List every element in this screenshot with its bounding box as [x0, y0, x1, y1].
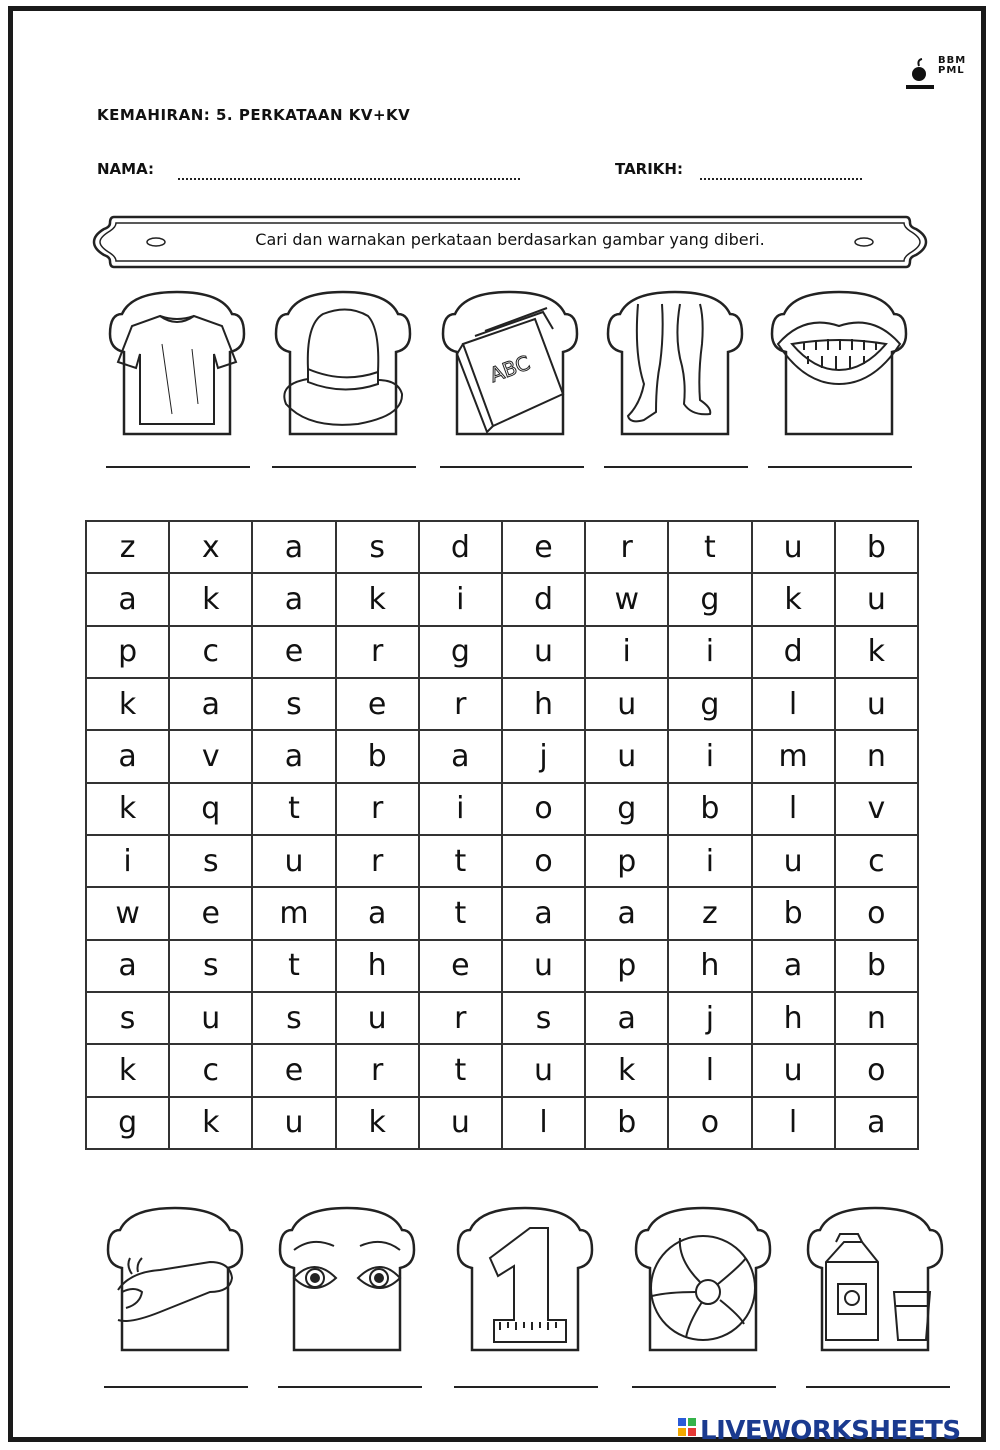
grid-cell[interactable]: u	[502, 940, 585, 992]
grid-cell[interactable]: s	[252, 678, 335, 730]
grid-cell[interactable]: a	[252, 573, 335, 625]
grid-cell[interactable]: u	[169, 992, 252, 1044]
grid-cell[interactable]: k	[835, 626, 918, 678]
grid-cell[interactable]: c	[835, 835, 918, 887]
grid-cell[interactable]: m	[752, 730, 835, 782]
answer-line[interactable]	[440, 466, 584, 468]
grid-cell[interactable]: u	[502, 626, 585, 678]
grid-cell[interactable]: o	[502, 783, 585, 835]
grid-cell[interactable]: b	[336, 730, 419, 782]
grid-cell[interactable]: b	[752, 887, 835, 939]
grid-cell[interactable]: h	[752, 992, 835, 1044]
grid-cell[interactable]: b	[668, 783, 751, 835]
grid-cell[interactable]: u	[336, 992, 419, 1044]
grid-cell[interactable]: n	[835, 992, 918, 1044]
grid-cell[interactable]: a	[585, 992, 668, 1044]
grid-cell[interactable]: k	[86, 678, 169, 730]
number-one-icon	[490, 1228, 566, 1342]
grid-row	[86, 887, 918, 939]
grid-cell[interactable]: i	[585, 626, 668, 678]
grid-row	[86, 626, 918, 678]
grid-cell[interactable]: z	[86, 521, 169, 573]
grid-cell[interactable]: u	[252, 835, 335, 887]
grid-cell[interactable]: u	[585, 730, 668, 782]
grid-cell[interactable]: o	[835, 1044, 918, 1096]
grid-cell[interactable]: x	[169, 521, 252, 573]
grid-cell[interactable]: a	[336, 887, 419, 939]
grid-cell[interactable]: u	[502, 1044, 585, 1096]
grid-cell[interactable]: a	[419, 730, 502, 782]
grid-cell[interactable]: a	[86, 573, 169, 625]
milk-icon	[826, 1234, 930, 1340]
grid-cell[interactable]: s	[169, 835, 252, 887]
ball-icon	[651, 1236, 755, 1340]
grid-cell[interactable]: n	[835, 730, 918, 782]
grid-row	[86, 992, 918, 1044]
grid-cell[interactable]: c	[169, 1044, 252, 1096]
grid-cell[interactable]: t	[419, 1044, 502, 1096]
grid-cell[interactable]: h	[502, 678, 585, 730]
grid-cell[interactable]: k	[169, 573, 252, 625]
liveworksheets-brand: LIVEWORKSHEETS	[700, 1416, 961, 1446]
grid-cell[interactable]: c	[169, 626, 252, 678]
date-label: TARIKH:	[615, 160, 683, 178]
grid-cell[interactable]: z	[668, 887, 751, 939]
name-label: NAMA:	[97, 160, 154, 178]
grid-cell[interactable]: w	[585, 573, 668, 625]
grid-cell[interactable]: o	[835, 887, 918, 939]
grid-cell[interactable]: a	[252, 730, 335, 782]
grid-cell[interactable]: a	[752, 940, 835, 992]
instruction-text: Cari dan warnakan perkataan berdasarkan gambar yang diberi.	[255, 230, 765, 249]
grid-cell[interactable]: k	[86, 783, 169, 835]
grid-cell[interactable]: q	[169, 783, 252, 835]
grid-cell[interactable]: k	[585, 1044, 668, 1096]
grid-cell[interactable]: s	[252, 992, 335, 1044]
grid-cell[interactable]: e	[419, 940, 502, 992]
grid-cell[interactable]: g	[86, 1097, 169, 1149]
grid-cell[interactable]: j	[668, 992, 751, 1044]
grid-cell[interactable]: l	[752, 678, 835, 730]
grid-cell[interactable]: i	[419, 783, 502, 835]
grid-cell[interactable]: i	[419, 573, 502, 625]
grid-cell[interactable]: a	[585, 887, 668, 939]
grid-cell[interactable]: j	[502, 730, 585, 782]
grid-cell[interactable]: u	[835, 573, 918, 625]
grid-cell[interactable]: r	[336, 1044, 419, 1096]
grid-cell[interactable]: l	[502, 1097, 585, 1149]
answer-line[interactable]	[272, 466, 416, 468]
picture-ball	[628, 1200, 778, 1360]
hat-icon	[284, 309, 402, 424]
grid-cell[interactable]: s	[502, 992, 585, 1044]
eyes-icon	[294, 1242, 400, 1288]
picture-toe	[100, 1200, 250, 1360]
grid-row	[86, 783, 918, 835]
grid-cell[interactable]: t	[252, 940, 335, 992]
grid-cell[interactable]: k	[169, 1097, 252, 1149]
grid-cell[interactable]: k	[336, 1097, 419, 1149]
grid-cell[interactable]: e	[252, 1044, 335, 1096]
grid-cell[interactable]: v	[169, 730, 252, 782]
grid-cell[interactable]: s	[169, 940, 252, 992]
grid-cell[interactable]: d	[502, 573, 585, 625]
grid-cell[interactable]: k	[336, 573, 419, 625]
grid-cell[interactable]: s	[336, 521, 419, 573]
grid-cell[interactable]: d	[419, 521, 502, 573]
grid-cell[interactable]: p	[86, 626, 169, 678]
grid-cell[interactable]: h	[668, 940, 751, 992]
grid-cell[interactable]: t	[419, 835, 502, 887]
legs-icon	[628, 304, 710, 421]
grid-cell[interactable]: p	[585, 940, 668, 992]
grid-row	[86, 521, 918, 573]
grid-cell[interactable]: g	[585, 783, 668, 835]
grid-cell[interactable]: a	[252, 521, 335, 573]
grid-cell[interactable]: h	[336, 940, 419, 992]
grid-cell[interactable]: i	[668, 730, 751, 782]
grid-cell[interactable]: e	[252, 626, 335, 678]
grid-cell[interactable]: a	[169, 678, 252, 730]
grid-cell[interactable]: o	[502, 835, 585, 887]
book-label: ABC	[486, 350, 534, 388]
grid-cell[interactable]: r	[336, 626, 419, 678]
grid-cell[interactable]: r	[419, 678, 502, 730]
answer-line[interactable]	[454, 1386, 598, 1388]
grid-cell[interactable]: i	[86, 835, 169, 887]
grid-cell[interactable]: a	[502, 887, 585, 939]
grid-cell[interactable]: r	[336, 783, 419, 835]
grid-cell[interactable]: k	[86, 1044, 169, 1096]
word-search-grid	[85, 520, 919, 1150]
grid-cell[interactable]: a	[86, 730, 169, 782]
grid-cell[interactable]: u	[419, 1097, 502, 1149]
grid-cell[interactable]: u	[835, 678, 918, 730]
shirt-icon	[118, 316, 236, 424]
answer-line[interactable]	[768, 466, 912, 468]
grid-cell[interactable]: r	[336, 835, 419, 887]
picture-teeth	[764, 284, 914, 444]
grid-cell[interactable]: u	[585, 678, 668, 730]
grid-cell[interactable]: a	[86, 940, 169, 992]
date-field[interactable]	[700, 178, 862, 180]
grid-cell[interactable]: p	[585, 835, 668, 887]
grid-cell[interactable]: k	[752, 573, 835, 625]
grid-cell[interactable]: u	[252, 1097, 335, 1149]
teeth-icon	[778, 323, 900, 384]
grid-cell[interactable]: b	[835, 940, 918, 992]
grid-cell[interactable]: u	[752, 1044, 835, 1096]
grid-cell[interactable]: e	[336, 678, 419, 730]
answer-line[interactable]	[604, 466, 748, 468]
grid-cell[interactable]: w	[86, 887, 169, 939]
grid-cell[interactable]: d	[752, 626, 835, 678]
grid-cell[interactable]: g	[668, 573, 751, 625]
grid-cell[interactable]: i	[668, 626, 751, 678]
grid-cell[interactable]: e	[502, 521, 585, 573]
grid-cell[interactable]: m	[252, 887, 335, 939]
grid-cell[interactable]: l	[752, 1097, 835, 1149]
picture-hat	[268, 284, 418, 444]
toe-icon	[118, 1258, 232, 1321]
grid-cell[interactable]: l	[668, 1044, 751, 1096]
answer-line[interactable]	[278, 1386, 422, 1388]
grid-row	[86, 940, 918, 992]
grid-cell[interactable]: r	[585, 521, 668, 573]
grid-cell[interactable]: u	[752, 835, 835, 887]
name-field[interactable]	[178, 178, 520, 180]
grid-cell[interactable]: a	[835, 1097, 918, 1149]
answer-line[interactable]	[106, 466, 250, 468]
picture-milk	[800, 1200, 950, 1360]
logo-text: BBM PML	[938, 55, 967, 76]
grid-cell[interactable]: e	[169, 887, 252, 939]
grid-cell[interactable]: l	[752, 783, 835, 835]
answer-line[interactable]	[104, 1386, 248, 1388]
picture-legs	[600, 284, 750, 444]
answer-line[interactable]	[632, 1386, 776, 1388]
grid-cell[interactable]: t	[252, 783, 335, 835]
picture-eyes	[272, 1200, 422, 1360]
grid-cell[interactable]: t	[419, 887, 502, 939]
liveworksheets-logo-icon	[676, 1416, 698, 1444]
grid-cell[interactable]: o	[668, 1097, 751, 1149]
grid-row	[86, 573, 918, 625]
grid-row	[86, 835, 918, 887]
grid-cell[interactable]: b	[585, 1097, 668, 1149]
answer-line[interactable]	[806, 1386, 950, 1388]
picture-shirt	[102, 284, 252, 444]
grid-cell[interactable]: i	[668, 835, 751, 887]
grid-row	[86, 730, 918, 782]
grid-cell[interactable]: g	[419, 626, 502, 678]
grid-cell[interactable]: r	[419, 992, 502, 1044]
grid-row	[86, 1044, 918, 1096]
grid-cell[interactable]: b	[835, 521, 918, 573]
picture-book	[435, 284, 585, 444]
picture-number-one	[450, 1200, 600, 1360]
grid-cell[interactable]: t	[668, 521, 751, 573]
skill-heading: KEMAHIRAN: 5. PERKATAAN KV+KV	[97, 106, 411, 124]
grid-cell[interactable]: u	[752, 521, 835, 573]
grid-row	[86, 1097, 918, 1149]
grid-cell[interactable]: g	[668, 678, 751, 730]
grid-cell[interactable]: v	[835, 783, 918, 835]
grid-cell[interactable]: s	[86, 992, 169, 1044]
grid-row	[86, 678, 918, 730]
